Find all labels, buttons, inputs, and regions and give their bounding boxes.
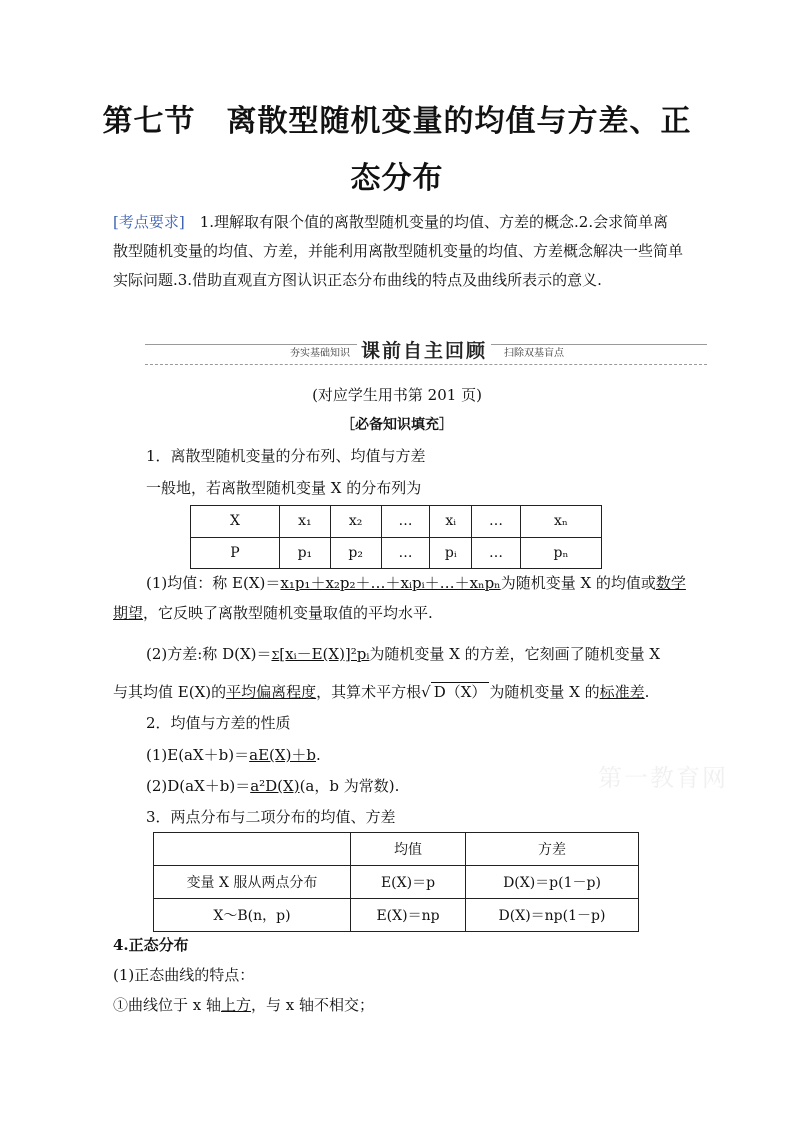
section-banner	[145, 338, 707, 370]
table-row	[191, 506, 602, 538]
property-1	[146, 744, 321, 765]
table-cell: E(X)＝p	[351, 866, 466, 899]
section-2-heading: 2．均值与方差的性质	[146, 714, 291, 732]
mean-term-part-b: 期望	[113, 604, 144, 622]
variance-definition-line-2	[113, 681, 649, 702]
mean-suffix: ，它反映了离散型随机变量取值的平均水平.	[143, 604, 433, 622]
table-cell: …	[381, 537, 430, 569]
table-cell: pₙ	[521, 537, 602, 569]
variance-prefix: (2)方差:称 D(X)＝	[146, 645, 272, 663]
banner-right-caption: 扫除双基盲点	[504, 348, 564, 359]
table-cell: E(X)＝np	[351, 899, 466, 932]
table-cell: X～B(n，p)	[154, 899, 351, 932]
variance-line2-mid2: 为随机变量 X 的	[489, 683, 600, 701]
table-cell: X	[191, 506, 280, 538]
mean-definition-line-1	[146, 572, 686, 593]
variance-line2-mid: ，其算术平方根	[316, 683, 422, 701]
variance-definition-line-1	[146, 643, 660, 664]
distribution-comparison-table	[153, 832, 639, 932]
sqrt-icon: √	[421, 683, 431, 701]
section-1-heading: 1．离散型随机变量的分布列、均值与方差	[146, 447, 426, 465]
table-cell: …	[381, 506, 430, 538]
table-cell: P	[191, 537, 280, 569]
property-2-end: (a，b 为常数).	[299, 777, 400, 795]
property-1-prefix: (1)E(aX＋b)＝	[146, 746, 250, 764]
mean-prefix: (1)均值：称 E(X)＝	[146, 574, 281, 592]
section-4-heading: 4.正态分布	[113, 936, 189, 954]
watermark-text: 第一教育网	[598, 764, 728, 792]
mean-definition-line-2	[113, 602, 433, 623]
normal-property-prefix: ①曲线位于 x 轴	[113, 996, 221, 1014]
requirements-label: [考点要求]	[113, 213, 185, 231]
mean-formula: x₁p₁＋x₂p₂＋…＋xᵢpᵢ＋…＋xₙpₙ	[280, 574, 501, 592]
table-cell: 变量 X 服从两点分布	[154, 866, 351, 899]
property-2-prefix: (2)D(aX＋b)＝	[146, 777, 251, 795]
property-1-answer: aE(X)＋b	[249, 746, 317, 764]
table-cell: x₂	[330, 506, 381, 538]
sqrt-content: D（X）	[431, 682, 490, 701]
table-cell: xᵢ	[430, 506, 472, 538]
variance-line2-prefix: 与其均值 E(X)的	[113, 683, 227, 701]
requirements-text: 1.理解取有限个值的离散型随机变量的均值、方差的概念.2.会求简单离散型随机变量的均值、方差，并能利用离散型随机变量的均值、方差概念解决一些简单实际问题.3.借助直观直方图认识正态分布曲线的特点及曲线所表示的意义.	[113, 213, 684, 289]
table-cell: p₁	[280, 537, 331, 569]
banner-left-caption: 夯实基础知识	[290, 348, 350, 359]
variance-formula: [xᵢ－E(X)]²pᵢ	[279, 645, 370, 663]
textbook-page-reference: (对应学生用书第 201 页)	[312, 386, 482, 404]
requirements-paragraph	[113, 208, 683, 295]
table-cell: pᵢ	[430, 537, 472, 569]
normal-property-answer: 上方	[221, 996, 252, 1014]
property-2	[146, 775, 399, 796]
table-cell	[154, 833, 351, 866]
section-box-label: ［必备知识填充］	[341, 417, 453, 433]
mean-term-part-a: 数学	[655, 574, 686, 592]
table-cell: …	[472, 537, 521, 569]
variance-mid: 为随机变量 X 的方差，它刻画了随机变量 X	[369, 645, 661, 663]
table-row	[154, 833, 639, 866]
table-row	[154, 899, 639, 932]
property-1-end: .	[316, 746, 321, 764]
page-title-line-2: 态分布	[350, 161, 444, 196]
variance-term: 平均偏离程度	[226, 683, 317, 701]
table-cell: D(X)＝np(1－p)	[466, 899, 639, 932]
banner-title: 课前自主回顾	[357, 336, 491, 363]
page-title-line-1: 第七节 离散型随机变量的均值与方差、正	[102, 104, 692, 139]
table-cell: 均值	[351, 833, 466, 866]
table-row	[154, 866, 639, 899]
section-1-intro: 一般地，若离散型随机变量 X 的分布列为	[146, 479, 422, 497]
table-cell: x₁	[280, 506, 331, 538]
table-cell: p₂	[330, 537, 381, 569]
table-cell: …	[472, 506, 521, 538]
standard-deviation-term: 标准差	[599, 683, 645, 701]
property-2-answer: a²D(X)	[250, 777, 300, 795]
banner-bottom-rule	[145, 364, 707, 365]
table-cell: 方差	[466, 833, 639, 866]
table-cell: D(X)＝p(1－p)	[466, 866, 639, 899]
mean-mid: 为随机变量 X 的均值或	[500, 574, 656, 592]
table-row	[191, 537, 602, 569]
table-cell: xₙ	[521, 506, 602, 538]
variance-end: .	[644, 683, 650, 701]
normal-property-suffix: ，与 x 轴不相交；	[251, 996, 375, 1014]
section-4-subheading: (1)正态曲线的特点：	[113, 966, 255, 984]
section-3-heading: 3．两点分布与二项分布的均值、方差	[146, 808, 396, 826]
distribution-table	[190, 505, 602, 569]
normal-curve-property-1	[113, 994, 374, 1015]
summation-symbol: Σ	[271, 649, 280, 662]
